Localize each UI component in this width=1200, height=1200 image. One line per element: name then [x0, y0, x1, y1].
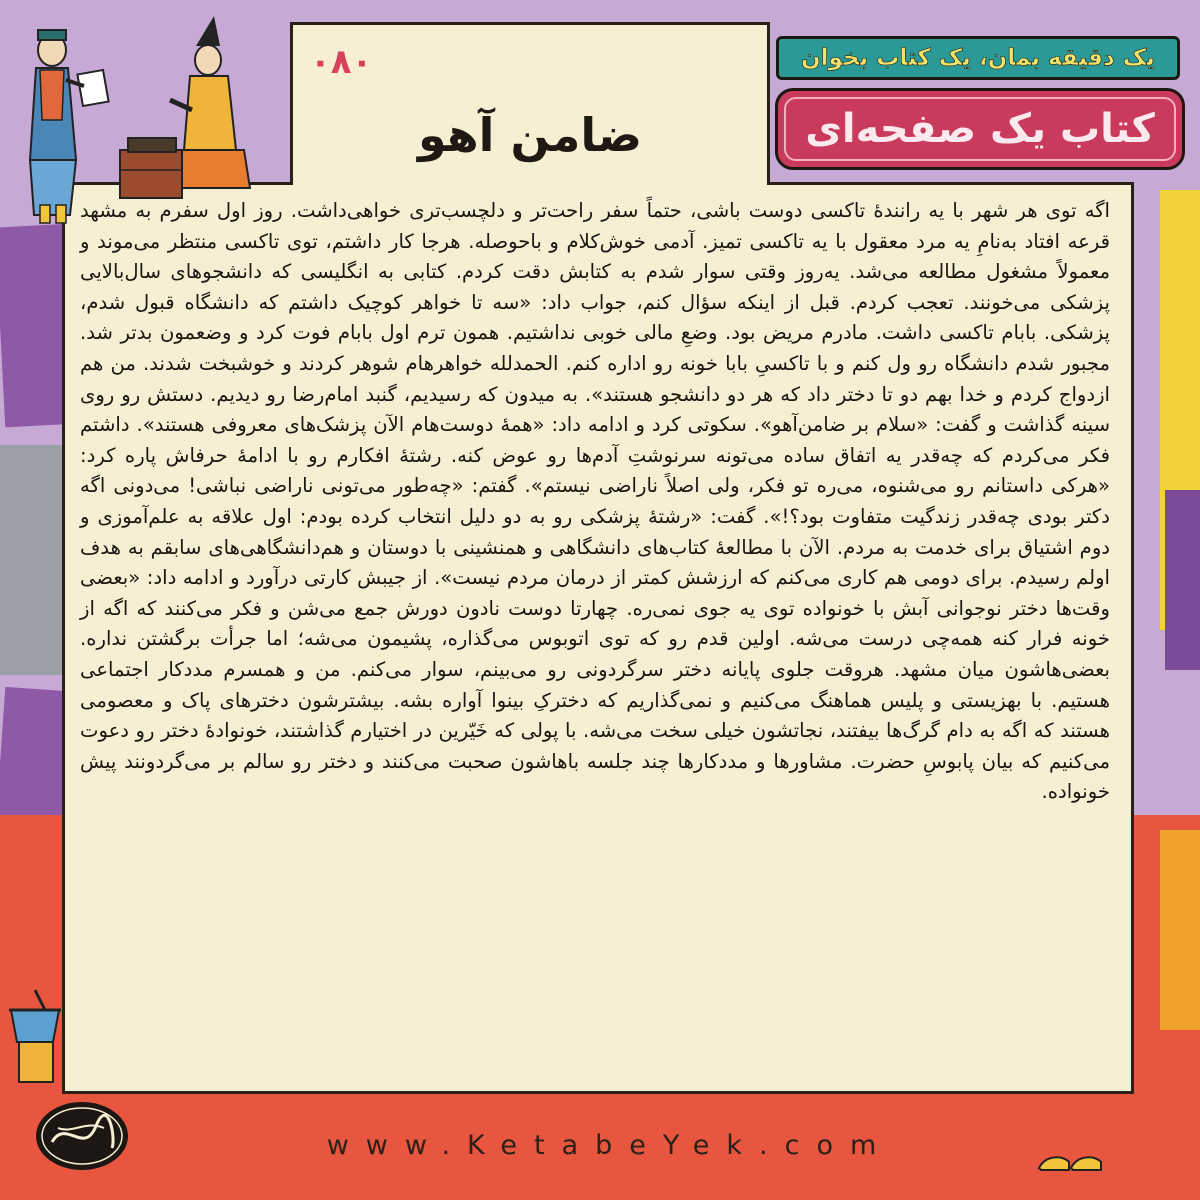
background-strip [1165, 490, 1200, 670]
calligraphy-signature-seal [32, 1098, 132, 1174]
slipper-icon [1035, 1150, 1105, 1174]
episode-number: ۰۸۰ [310, 42, 373, 82]
background-strip [1160, 830, 1200, 1030]
story-title: ضامن آهو [417, 108, 643, 162]
cooking-pot-illustration [5, 980, 65, 1090]
brand-badge [775, 88, 1185, 170]
tagline-text: یک دقیقه بمان، یک کتاب بخوان [801, 45, 1155, 71]
website-url: www.KetabeYek.com [326, 1130, 894, 1161]
tagline-badge [776, 36, 1180, 80]
story-body [80, 196, 1110, 1056]
paper-joint [293, 178, 767, 188]
story-paragraph: اگه توی هر شهر با یه رانندهٔ تاکسی دوست باشی، حتماً سفر راحت‌تر و دلچسب‌تری خواهی‌داشت. روز اول سفرم به مشهد قرعه افتاد به‌نامِ یه مرد معقول با یه تاکسی تمیز. آدمی خوش‌کلام و باحوصله. هرجا کار داشتم، توی تاکسی منتظر می‌موند و معمولاً مشغول مطالعه می‌شد. یه‌روز وقتی سوار شدم به کتابش دقت کردم. کتابی به انگلیسی که دانشجوهای سال‌بالایی پزشکی می‌خونند. تعجب کردم. قبل از اینکه سؤال کنم، جواب داد: «سه تا خواهر کوچیک داشتم که دانشگاه قبول شدم، پزشکی. بابام تاکسی داشت. مادرم مریض بود. وضعِ مالی خوبی نداشتیم. همون ترم اول بابام فوت کرد و وضعمون بدتر شد. مجبور شدم دانشگاه رو ول کنم و با تاکسیِ بابا خونه رو اداره کنم. الحمدلله خواهرهام شوهر کردند و خوشبخت شدند. من هم ازدواج کردم و خدا بهم دو تا دختر داد که هر دو دانشجو هستند». به میدون که رسیدیم، گنبد امام‌رضا رو دیدیم. دستش رو روی سینه گذاشت و گفت: «سلام بر ضامن‌آهو». سکوتی کرد و ادامه داد: «همهٔ دوست‌هام الآن پزشک‌های معروفی هستند». داشتم فکر می‌کردم که چه‌قدر یه اتفاق ساده می‌تونه سرنوشتِ آدم‌ها رو عوض کنه. رشتهٔ افکارم رو با ادامهٔ حرفاش پاره کرد: «هرکی داستانم رو می‌شنوه، می‌ره تو فکر، ولی اصلاً ناراضی نیستم». گفتم: «چه‌طور می‌تونی ناراضی نباشی! می‌دونی اگه دکتر بودی چه‌قدر زندگیت متفاوت بود؟!». گفت: «رشتهٔ پزشکی رو به دو دلیل انتخاب کرده بودم: اول علاقه به علم‌آموزی و دوم اشتیاق برای خدمت به مردم. الآن با مطالعهٔ کتاب‌های دانشگاهی و همنشینی با دوستان و هم‌دانشگاهی‌های سابقم به هدف اولم رسیدم. برای دومی هم کاری می‌کنم که ارزشش کمتر از درمان مردم نیست». از جیبش کارتی درآورد و ادامه داد: «بعضی وقت‌ها دختر نوجوانی آبش با خونواده توی یه جوی نمی‌ره. چهارتا دوست نادون دورش جمع می‌شن و فکر می‌کنند که اگه از خونه فرار کنه همه‌چی درست می‌شه. اولین قدم رو که توی اتوبوس می‌گذاره، پشیمون می‌شه؛ اما جرأت برگشتن نداره. بعضی‌هاشون میان مشهد. هروقت جلوی پایانه دختر سرگردونی رو می‌بینم، سوار می‌کنم. من و همسرم مددکار اجتماعی هستیم. با بهزیستی و پلیس هماهنگ می‌کنیم و نمی‌گذاریم که دخترکِ بینوا آواره بشه. بیشترشون دخترهای پاک و معصومی هستند که اگه به دام گرگ‌ها بیفتند، نجاتشون خیلی سخت می‌شه. با پولی که خَیّرین در اختیارم گذاشتند، خونوادهٔ دختر رو دعوت می‌کنیم که بیان پابوسِ حضرت. مشاورها و مددکارها چند جلسه باهاشون صحبت می‌کنند و دختر رو سالم بر می‌گردونند پیش خونواده. [80, 199, 1110, 804]
brand-title: کتاب یک صفحه‌ای [805, 106, 1155, 152]
